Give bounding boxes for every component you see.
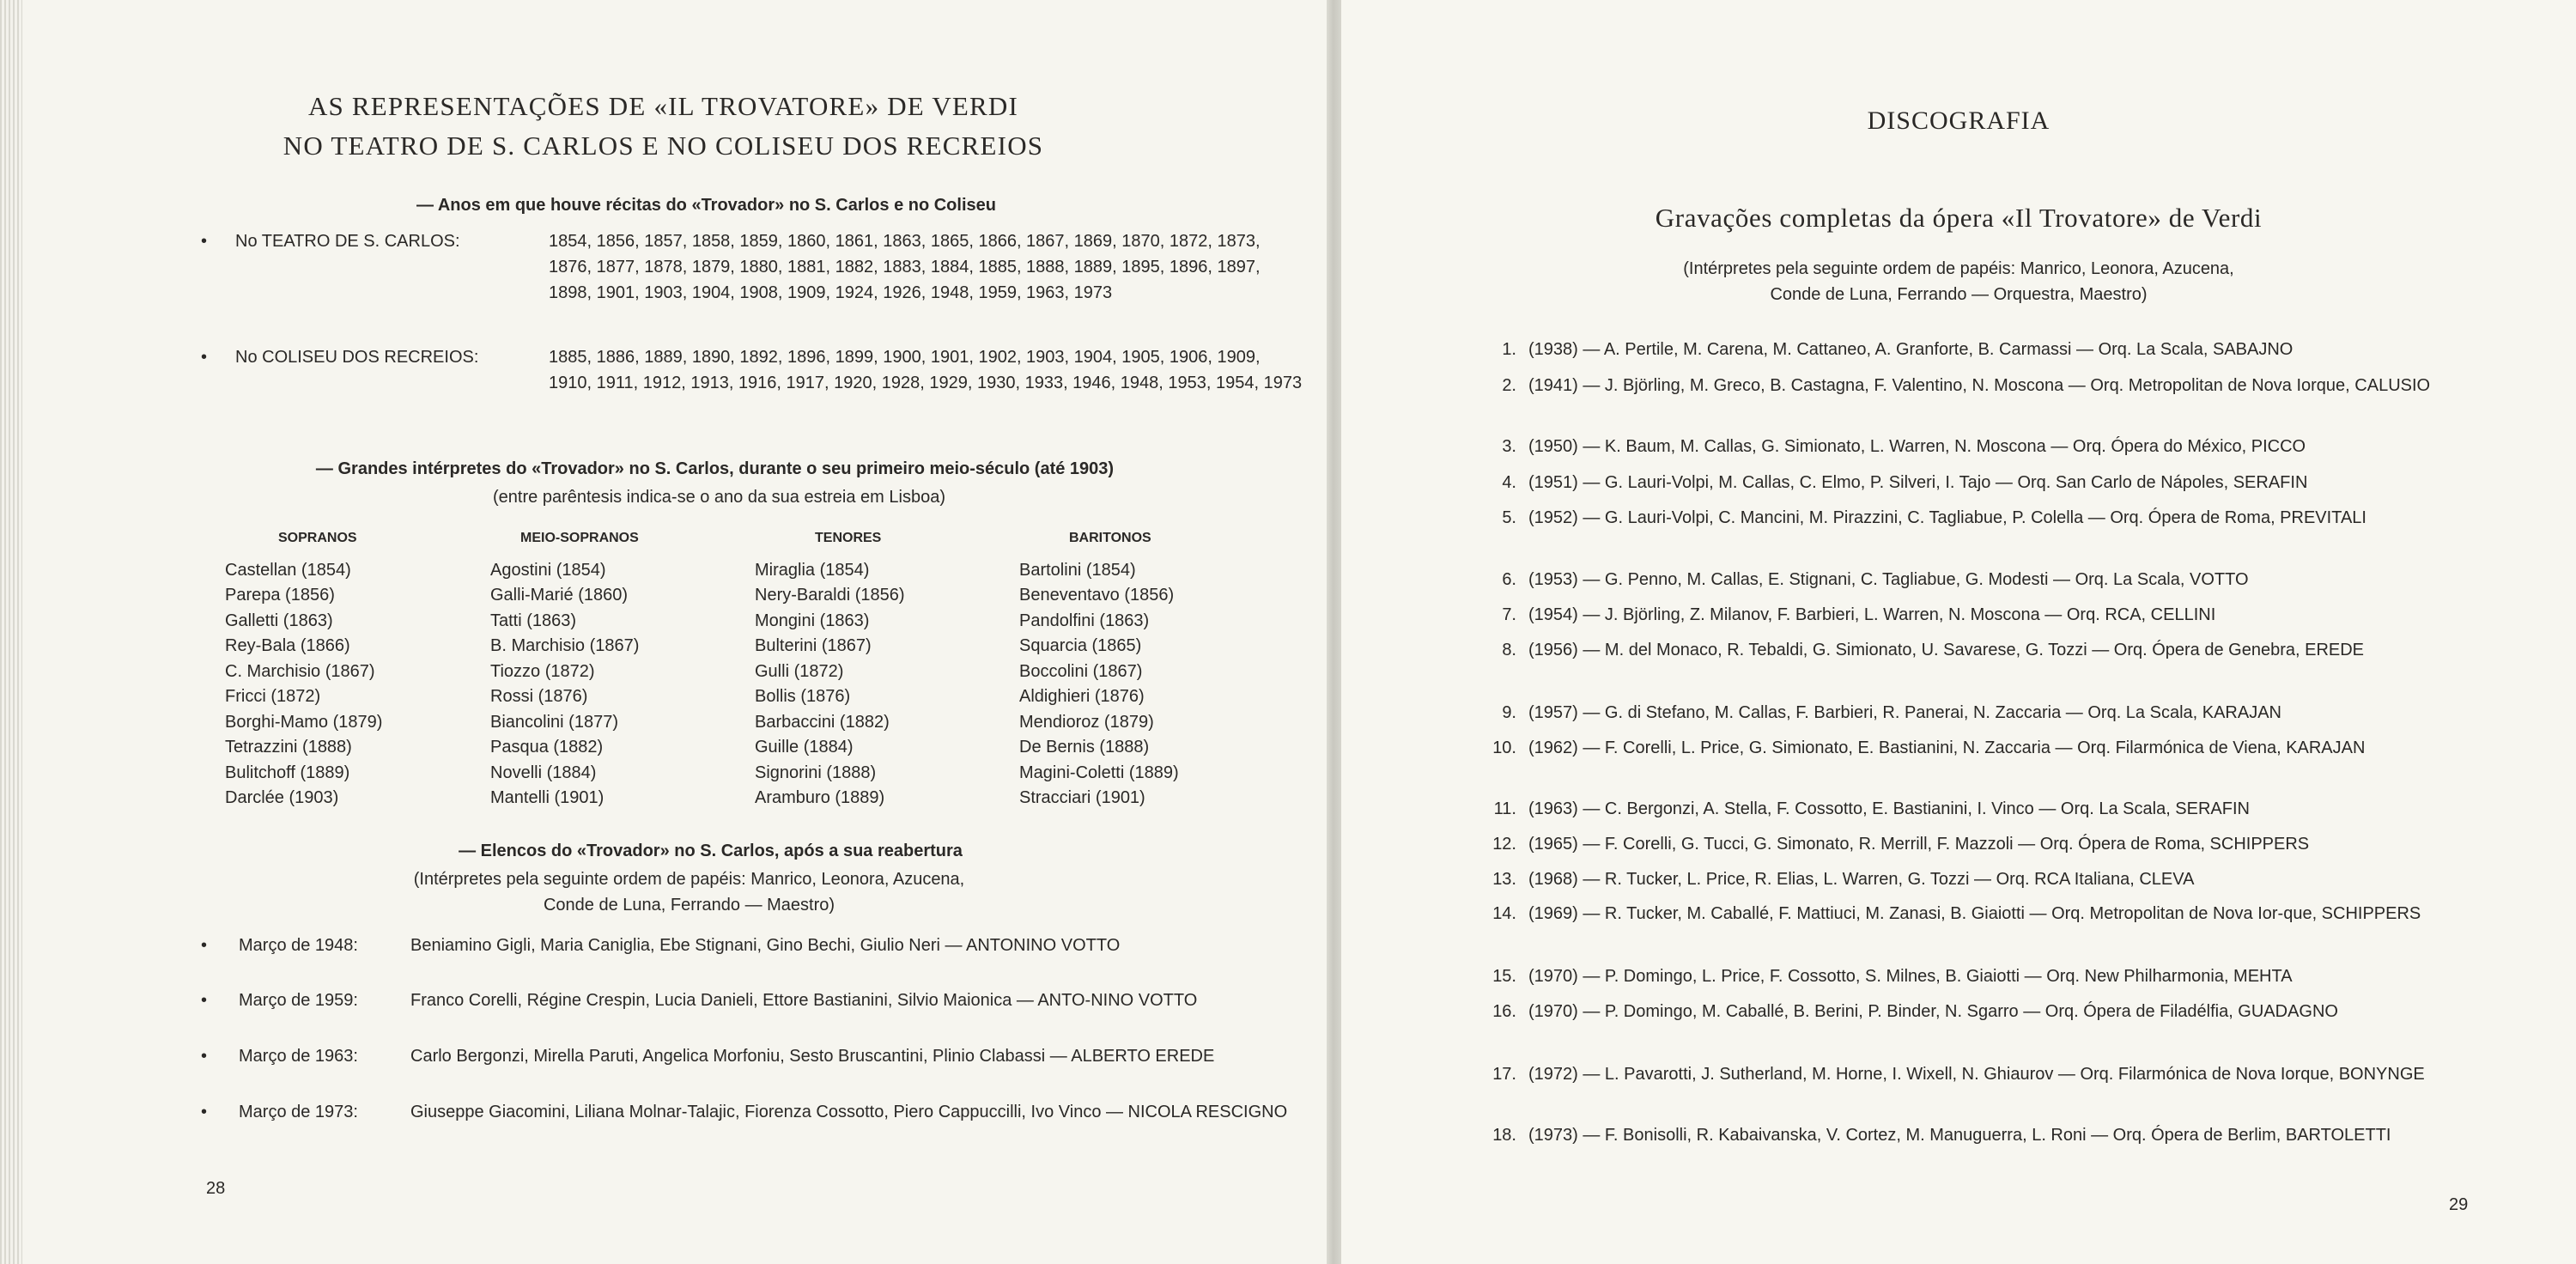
recording-number: 6. <box>1502 570 1516 589</box>
casts-heading: — Elencos do «Trovador» no S. Carlos, após a sua reabertura <box>459 842 963 860</box>
recording-number: 5. <box>1502 508 1516 527</box>
recording-number: 16. <box>1492 1002 1516 1021</box>
cast-date: Março de 1959: <box>239 991 358 1010</box>
singer-name: Mongini (1863) <box>755 611 870 630</box>
singer-name: Bulterini (1867) <box>755 636 872 655</box>
years-heading: — Anos em que houve récitas do «Trovador» no S. Carlos e no Coliseu <box>416 196 996 215</box>
recording-text: (1952) — G. Lauri-Volpi, C. Mancini, M. Pirazzini, C. Tagliabue, P. Colella — Orq. Ópera de Roma, PREVITALI <box>1528 508 2366 527</box>
singer-name: Guille (1884) <box>755 738 854 757</box>
recording-text: (1968) — R. Tucker, L. Price, R. Elias, L. Warren, G. Tozzi — Orq. RCA Italiana, CLEVA <box>1528 870 2195 889</box>
recording-number: 13. <box>1492 870 1516 889</box>
page-number-right: 29 <box>2449 1195 2469 1214</box>
singer-name: Biancolini (1877) <box>490 712 618 732</box>
column-header: TENORES <box>815 531 882 545</box>
recording-number: 12. <box>1492 835 1516 854</box>
years-list: 1885, 1886, 1889, 1890, 1892, 1896, 1899, 1900, 1901, 1902, 1903, 1904, 1905, 1906, 1909, 1910, 1911, 1912, 1913, 1916, 1917, 1920, 1928, 1929, 1930, 1933, 1946, 1948, 1953, 1954, 1973 <box>549 348 1303 392</box>
column-header: MEIO-SOPRANOS <box>520 531 639 545</box>
recording-text: (1956) — M. del Monaco, R. Tebaldi, G. Simionato, U. Savarese, G. Tozzi — Orq. Ópera de Genebra, EREDE <box>1528 641 2365 659</box>
column-header: BARITONOS <box>1069 531 1151 545</box>
discography-subtitle: Gravações completas da ópera «Il Trovatore» de Verdi <box>1655 203 2263 233</box>
bullet: • <box>201 232 208 251</box>
singer-name: Gulli (1872) <box>755 661 844 681</box>
recording-number: 3. <box>1502 437 1516 456</box>
recording-number: 10. <box>1492 738 1516 757</box>
recording-number: 18. <box>1492 1126 1516 1145</box>
recording-text: (1973) — F. Bonisolli, R. Kabaivanska, V. Cortez, M. Manuguerra, L. Roni — Orq. Ópera de Berlim, BARTOLETTI <box>1528 1126 2391 1145</box>
cast-text: Giuseppe Giacomini, Liliana Molnar-Talajic, Fiorenza Cossotto, Piero Cappuccilli, Ivo Vinco — NICOLA RESCIGNO <box>410 1103 1288 1121</box>
recording-text: (1962) — F. Corelli, L. Price, G. Simionato, E. Bastianini, N. Zaccaria — Orq. Filarmónica de Viena, KARAJAN <box>1528 738 2366 757</box>
singer-name: Magini-Coletti (1889) <box>1019 763 1179 782</box>
recording-text: (1950) — K. Baum, M. Callas, G. Simionato, L. Warren, N. Moscona — Orq. Ópera do México, PICCO <box>1528 437 2306 456</box>
recording-text: (1970) — P. Domingo, M. Caballé, B. Berini, P. Binder, N. Sgarro — Orq. Ópera de Filadélfia, GUADAGNO <box>1528 1002 2338 1021</box>
singer-name: Darclée (1903) <box>225 788 339 807</box>
column-tenores <box>755 526 905 811</box>
recording-number: 17. <box>1492 1065 1516 1084</box>
recording-text: (1953) — G. Penno, M. Callas, E. Stignani, C. Tagliabue, G. Modesti — Orq. La Scala, VOTTO <box>1528 570 2249 589</box>
singer-name: Barbaccini (1882) <box>755 712 890 732</box>
casts-note-line-1: (Intérpretes pela seguinte ordem de papéis: Manrico, Leonora, Azucena, <box>413 870 965 889</box>
recording-text: (1954) — J. Björling, Z. Milanov, F. Barbieri, L. Warren, N. Moscona — Orq. RCA, CELLINI <box>1528 605 2216 624</box>
singer-name: Boccolini (1867) <box>1019 661 1143 681</box>
recording-text: (1938) — A. Pertile, M. Carena, M. Cattaneo, A. Granforte, B. Carmassi — Orq. La Scala, SABAJNO <box>1528 340 2293 359</box>
page-edge <box>0 0 22 1264</box>
left-title-line-2: NO TEATRO DE S. CARLOS E NO COLISEU DOS RECREIOS <box>283 131 1044 161</box>
column-baritonos <box>1019 526 1179 811</box>
cast-date: Março de 1963: <box>239 1047 358 1066</box>
book-gutter <box>1327 0 1341 1264</box>
recording-text: (1941) — J. Björling, M. Greco, B. Castagna, F. Valentino, N. Moscona — Orq. Metropolitan de Nova Iorque, CALUSIO <box>1528 376 2431 395</box>
discography-note-line-1: (Intérpretes pela seguinte ordem de papéis: Manrico, Leonora, Azucena, <box>1683 259 2234 278</box>
singer-name: Mantelli (1901) <box>490 788 605 807</box>
recording-number: 9. <box>1502 703 1516 722</box>
page-number-left: 28 <box>206 1179 226 1198</box>
singer-name: B. Marchisio (1867) <box>490 636 640 655</box>
column-meio-sopranos <box>490 526 639 811</box>
cast-text: Beniamino Gigli, Maria Caniglia, Ebe Stignani, Gino Bechi, Giulio Neri — ANTONINO VOTTO <box>410 936 1121 955</box>
singer-name: Tatti (1863) <box>490 611 577 630</box>
singer-name: Rossi (1876) <box>490 687 588 706</box>
column-header: SOPRANOS <box>278 531 357 545</box>
singer-name: Agostini (1854) <box>490 560 606 580</box>
recording-number: 11. <box>1493 799 1516 818</box>
singer-name: Tiozzo (1872) <box>490 661 595 681</box>
recording-number: 1. <box>1502 340 1516 359</box>
recording-text: (1972) — L. Pavarotti, J. Sutherland, M. Horne, I. Wixell, N. Ghiaurov — Orq. Filarmónica de Nova Iorque, BONYNGE <box>1528 1065 2425 1084</box>
discography-note-line-2: Conde de Luna, Ferrando — Orquestra, Maestro) <box>1770 285 2148 304</box>
singer-name: Novelli (1884) <box>490 763 597 782</box>
singer-name: Nery-Baraldi (1856) <box>755 586 905 605</box>
singer-name: Bulitchoff (1889) <box>225 763 350 782</box>
recording-text: (1957) — G. di Stefano, M. Callas, F. Barbieri, R. Panerai, N. Zaccaria — Orq. La Scala, KARAJAN <box>1528 703 2281 722</box>
singer-name: Pasqua (1882) <box>490 738 604 757</box>
singer-name: Fricci (1872) <box>225 687 321 706</box>
bullet: • <box>201 1047 208 1066</box>
singer-name: Galli-Marié (1860) <box>490 586 629 605</box>
years-label: No COLISEU DOS RECREIOS: <box>235 348 479 367</box>
casts-note-line-2: Conde de Luna, Ferrando — Maestro) <box>543 896 835 915</box>
singer-name: Aldighieri (1876) <box>1019 687 1145 706</box>
years-list: 1854, 1856, 1857, 1858, 1859, 1860, 1861, 1863, 1865, 1866, 1867, 1869, 1870, 1872, 1873, 1876, 1877, 1878, 1879, 1880, 1881, 1882, 1883, 1884, 1885, 1888, 1889, 1895, 1896, 1897, 1898, 1901, 1903, 1904, 1908, 1909, 1924, 1926, 1948, 1959, 1963, 1973 <box>549 232 1261 302</box>
singer-name: De Bernis (1888) <box>1019 738 1150 757</box>
bullet: • <box>201 1103 208 1121</box>
recording-text: (1963) — C. Bergonzi, A. Stella, F. Cossotto, E. Bastianini, I. Vinco — Orq. La Scala, SERAFIN <box>1528 799 2250 818</box>
recording-number: 7. <box>1502 605 1516 624</box>
singer-name: Pandolfini (1863) <box>1019 611 1150 630</box>
recording-number: 8. <box>1502 641 1516 659</box>
singer-name: Mendioroz (1879) <box>1019 712 1154 732</box>
column-sopranos <box>225 526 382 811</box>
years-label: No TEATRO DE S. CARLOS: <box>235 232 460 251</box>
singer-name: Squarcia (1865) <box>1019 636 1142 655</box>
recording-text: (1965) — F. Corelli, G. Tucci, G. Simonato, R. Merrill, F. Mazzoli — Orq. Ópera de Roma, SCHIPPERS <box>1528 835 2310 854</box>
recording-number: 15. <box>1492 967 1516 986</box>
recording-text: (1970) — P. Domingo, L. Price, F. Cossotto, S. Milnes, B. Giaiotti — Orq. New Philharmonia, MEHTA <box>1528 967 2293 986</box>
singers-heading: — Grandes intérpretes do «Trovador» no S. Carlos, durante o seu primeiro meio-século (até 1903) <box>315 459 1115 478</box>
singer-name: Bollis (1876) <box>755 687 851 706</box>
singer-name: Bartolini (1854) <box>1019 560 1136 580</box>
cast-date: Março de 1948: <box>239 936 358 955</box>
singer-name: Aramburo (1889) <box>755 788 885 807</box>
singer-name: Tetrazzini (1888) <box>225 738 352 757</box>
recording-number: 2. <box>1502 376 1516 395</box>
cast-text: Carlo Bergonzi, Mirella Paruti, Angelica Morfoniu, Sesto Bruscantini, Plinio Clabassi — ALBERTO EREDE <box>410 1047 1215 1066</box>
recording-text: (1951) — G. Lauri-Volpi, M. Callas, C. Elmo, P. Silveri, I. Tajo — Orq. San Carlo de Nápoles, SERAFIN <box>1528 473 2308 492</box>
bullet: • <box>201 348 208 367</box>
bullet: • <box>201 936 208 955</box>
cast-text: Franco Corelli, Régine Crespin, Lucia Danieli, Ettore Bastianini, Silvio Maionica — ANTO-NINO VOTTO <box>410 991 1198 1010</box>
singer-name: Signorini (1888) <box>755 763 877 782</box>
singer-name: Stracciari (1901) <box>1019 788 1145 807</box>
singer-name: Castellan (1854) <box>225 560 351 580</box>
cast-date: Março de 1973: <box>239 1103 358 1121</box>
singer-name: Beneventavo (1856) <box>1019 586 1175 605</box>
bullet: • <box>201 991 208 1010</box>
left-title-line-1: AS REPRESENTAÇÕES DE «IL TROVATORE» DE VERDI <box>307 91 1019 121</box>
singers-note: (entre parêntesis indica-se o ano da sua estreia em Lisboa) <box>493 488 945 507</box>
singer-name: C. Marchisio (1867) <box>225 661 375 681</box>
discography-title: DISCOGRAFIA <box>1867 106 2050 135</box>
recording-number: 4. <box>1502 473 1516 492</box>
recording-text: (1969) — R. Tucker, M. Caballé, F. Mattiuci, M. Zanasi, B. Giaiotti — Orq. Metropolitan de Nova Ior-que, SCHIPPERS <box>1528 904 2421 923</box>
singer-name: Parepa (1856) <box>225 586 335 605</box>
recording-number: 14. <box>1492 904 1516 923</box>
singer-name: Miraglia (1854) <box>755 560 870 580</box>
singer-name: Rey-Bala (1866) <box>225 636 350 655</box>
singer-name: Borghi-Mamo (1879) <box>225 712 383 732</box>
singer-name: Galletti (1863) <box>225 611 333 630</box>
